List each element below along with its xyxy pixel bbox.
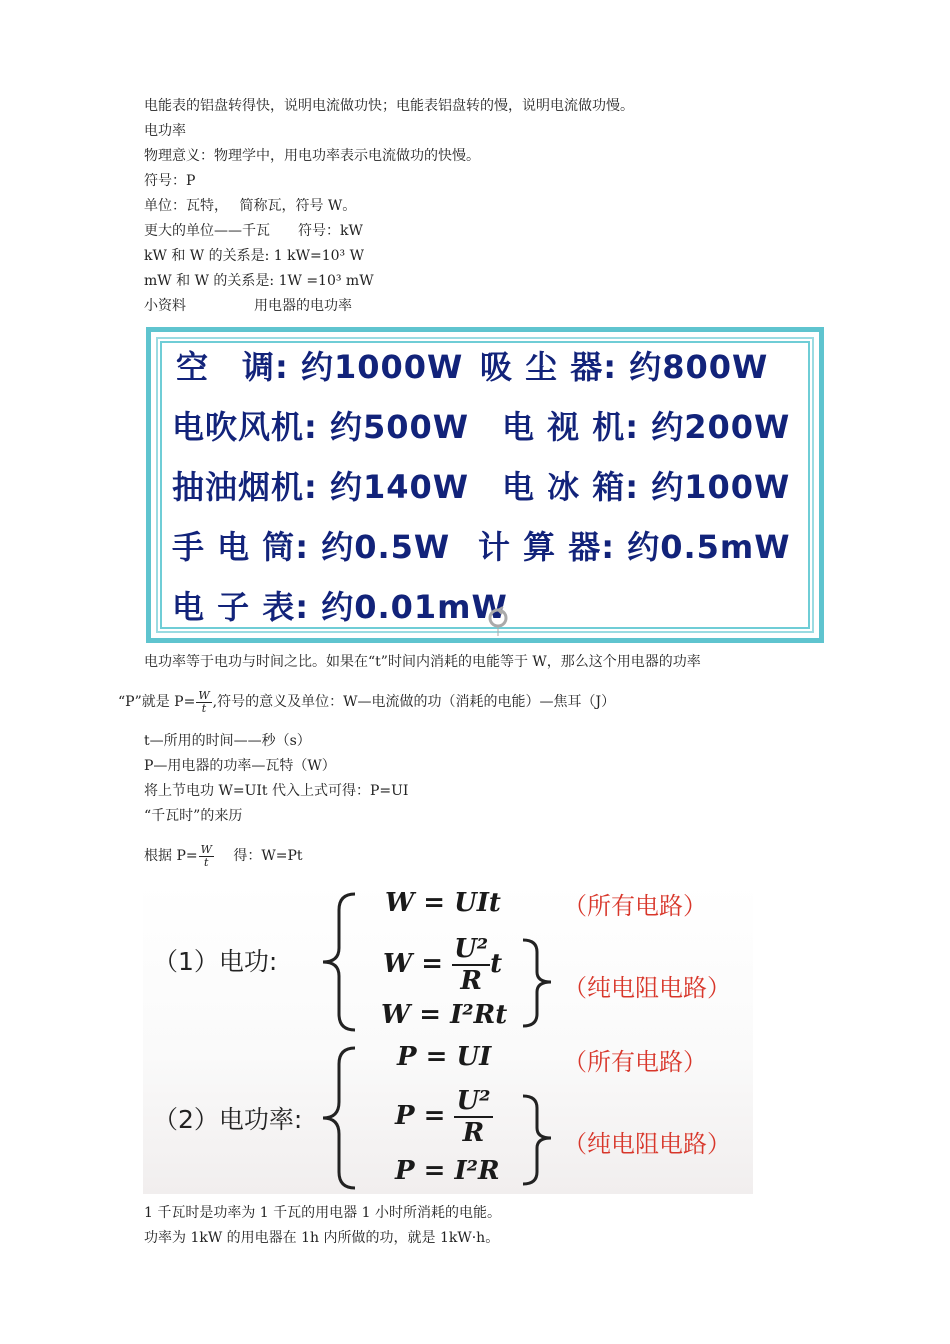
formula-p-ui: P = UI <box>397 1042 492 1072</box>
bigger-unit-line: 更大的单位——千瓦 符号：kW <box>144 223 363 239</box>
derive-suffix: 得：W=Pt <box>214 848 303 864</box>
paragraph-meter: 电能表的铝盘转得快，说明电流做功快；电能表铝盘转的慢，说明电流做功慢。 <box>144 98 634 114</box>
info-title: 用电器的电功率 <box>254 298 352 314</box>
info-line <box>144 296 352 316</box>
power-table-image <box>146 327 824 643</box>
power-fridge: 电 冰 箱: 约100W <box>502 468 791 506</box>
mw-relation: mW 和 W 的关系是: 1W =10³ mW <box>144 273 374 289</box>
formula-prefix: “P”就是 P= <box>118 694 196 710</box>
kw-relation: kW 和 W 的关系是: 1 kW=10³ W <box>144 248 365 264</box>
substitute-line: 将上节电功 W=UIt 代入上式可得：P=UI <box>144 783 409 799</box>
formula-w-uit: W = UIt <box>385 888 501 918</box>
fraction-w-over-t: $\frac{W}{t}$ <box>198 688 210 715</box>
derive-line <box>144 838 303 874</box>
fraction-w-over-t-2: $\frac{W}{t}$ <box>200 842 212 869</box>
label-electric-work: （1）电功: <box>153 947 278 976</box>
symbol-line: 符号：P <box>144 173 196 189</box>
info-label: 小资料 <box>144 298 186 314</box>
kwh-definition: 1 千瓦时是功率为 1 千瓦的用电器 1 小时所消耗的电能。 <box>144 1205 501 1221</box>
formula-p-i2r: P = I²R <box>395 1156 500 1186</box>
formula-image <box>143 882 753 1194</box>
formula-w-u2r-t: W = $\frac{\text{U²}}{R}$ t <box>383 934 503 996</box>
tag-resistive-2: （纯电阻电路） <box>563 1130 731 1158</box>
physical-meaning: 物理意义：物理学中，用电功率表示电流做功的快慢。 <box>144 148 480 164</box>
power-table-frame <box>151 332 819 638</box>
power-watch: 电 子 表: 约0.01mW <box>172 588 508 626</box>
kwh-example: 功率为 1kW 的用电器在 1h 内所做的功，就是 1kW·h。 <box>144 1230 500 1246</box>
t-meaning: t—所用的时间——秒（s） <box>144 733 311 749</box>
tag-resistive-1: （纯电阻电路） <box>563 974 731 1002</box>
heading-power: 电功率 <box>144 123 186 139</box>
rotate-handle-icon[interactable] <box>484 606 512 636</box>
power-rangehood: 抽油烟机: 约140W <box>172 468 470 506</box>
label-electric-power: （2）电功率: <box>153 1105 303 1134</box>
kwh-origin-heading: “千瓦时”的来历 <box>144 808 243 824</box>
formula-line <box>118 684 615 720</box>
derive-prefix: 根据 P= <box>144 848 198 864</box>
formula-suffix: ,符号的意义及单位：W—电流做的功（消耗的电能）—焦耳（J） <box>212 694 616 710</box>
power-flashlight: 手 电 筒: 约0.5W <box>172 528 451 566</box>
power-tv: 电 视 机: 约200W <box>502 408 791 446</box>
tag-all-circuits-1: （所有电路） <box>563 892 707 920</box>
unit-line: 单位：瓦特， 简称瓦，符号 W。 <box>144 198 357 214</box>
power-aircon: 空 调: 约1000W <box>176 348 464 386</box>
p-meaning: P—用电器的功率—瓦特（W） <box>144 758 336 774</box>
power-calculator: 计 算 器: 约0.5mW <box>478 528 791 566</box>
definition-line: 电功率等于电功与时间之比。如果在“t”时间内消耗的电能等于 W，那么这个用电器的功率 <box>144 654 701 670</box>
formula-p-u2r: P = $\frac{\text{U²}}{R}$ <box>395 1086 491 1148</box>
power-vacuum: 吸 尘 器: 约800W <box>480 348 769 386</box>
formula-w-i2rt: W = I²Rt <box>381 1000 508 1030</box>
tag-all-circuits-2: （所有电路） <box>563 1048 707 1076</box>
power-hairdryer: 电吹风机: 约500W <box>172 408 470 446</box>
power-table-panel <box>160 341 810 629</box>
